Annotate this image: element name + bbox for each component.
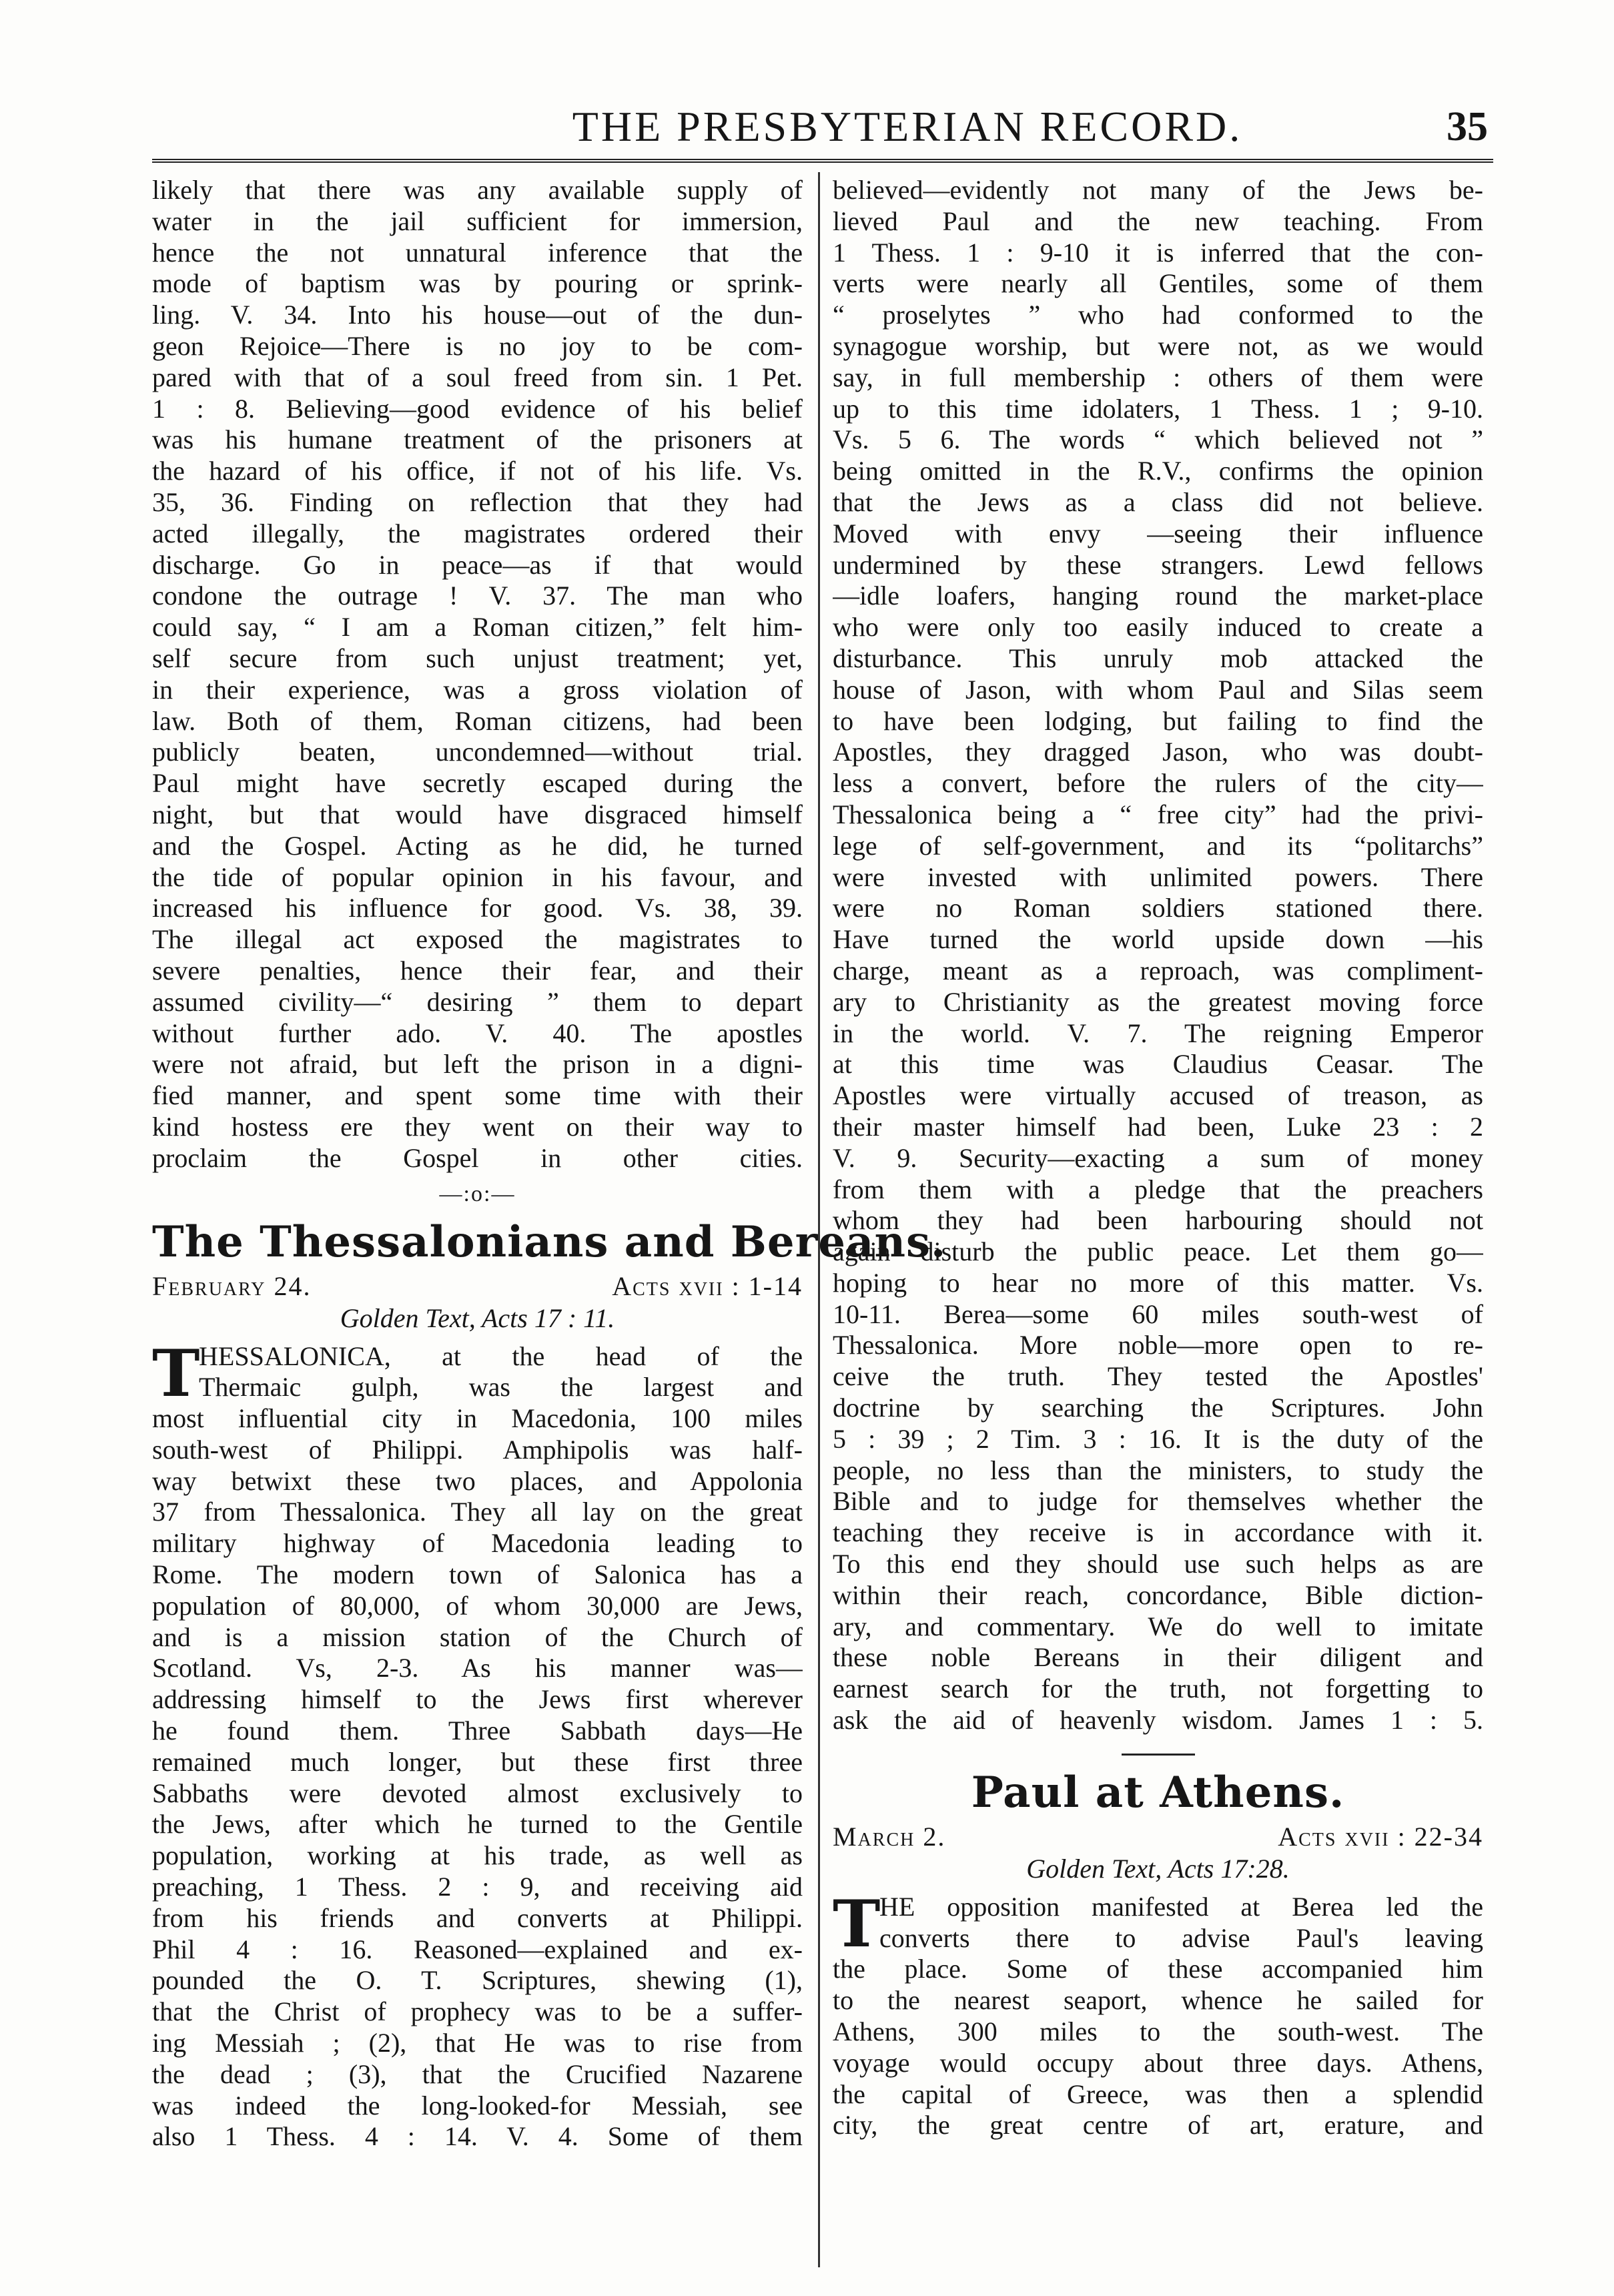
lesson-date: February 24.: [152, 1270, 312, 1301]
text-line: 10-11. Berea—some 60 miles south-west of: [833, 1298, 1483, 1329]
text-line: “ proselytes ” who had conformed to the: [833, 300, 1483, 330]
text-line: at this time was Claudius Ceasar. The: [833, 1049, 1483, 1080]
text-line: people, no less than the ministers, to study the: [833, 1455, 1483, 1485]
text-line: ary to Christianity as the greatest moving force: [833, 986, 1483, 1017]
text-line: voyage would occupy about three days. Athens,: [833, 2047, 1483, 2078]
text-line: Phil 4 : 16. Reasoned—explained and ex-: [152, 1934, 803, 1964]
text-line: from his friends and converts at Philippi.: [152, 1902, 803, 1933]
section-heading-athens: Paul at Athens.: [971, 1767, 1345, 1818]
text-line: and is a mission station of the Church of: [152, 1621, 803, 1652]
text-line: Apostles, they dragged Jason, who was doubt-: [833, 737, 1483, 767]
text-line: verts were nearly all Gentiles, some of them: [833, 268, 1483, 299]
section-heading-thessalonians: The Thessalonians and Bereans.: [152, 1216, 947, 1267]
text-line: Thessalonica. More noble—more open to re-: [833, 1330, 1483, 1361]
golden-text: Golden Text, Acts 17 : 11.: [340, 1302, 615, 1333]
text-line: to the nearest seaport, whence he sailed for: [833, 1985, 1483, 2016]
text-line: up to this time idolaters, 1 Thess. 1 ; 9-10.: [833, 393, 1483, 424]
text-line: less a convert, before the rulers of the city—: [833, 768, 1483, 799]
golden-text: Golden Text, Acts 17:28.: [1026, 1853, 1290, 1884]
text-line: Vs. 5 6. The words “ which believed not ”: [833, 424, 1483, 455]
text-line: Apostles were virtually accused of treason, as: [833, 1080, 1483, 1111]
text-line: —idle loafers, hanging round the market-place: [833, 581, 1483, 611]
lesson-body: [152, 1335, 803, 2153]
text-line: lieved Paul and the new teaching. From: [833, 206, 1483, 236]
text-line: the dead ; (3), that the Crucified Nazarene: [152, 2058, 803, 2089]
text-line: assumed civility—“ desiring ” them to depart: [152, 986, 803, 1017]
text-line: hoping to hear no more of this matter. Vs.: [833, 1267, 1483, 1298]
text-line: addressing himself to the Jews first wherever: [152, 1684, 803, 1715]
text-line: condone the outrage ! V. 37. The man who: [152, 581, 803, 611]
text-line: converts there to advise Paul's leaving: [879, 1922, 1483, 1953]
text-line: to have been lodging, but failing to find the: [833, 705, 1483, 736]
text-line: was indeed the long-looked-for Messiah, see: [152, 2090, 803, 2121]
right-intro-text: [833, 175, 1483, 1736]
text-line: Rome. The modern town of Salonica has a: [152, 1559, 803, 1590]
text-line: pounded the O. T. Scriptures, shewing (1),: [152, 1965, 803, 1996]
text-line: preaching, 1 Thess. 2 : 9, and receiving aid: [152, 1872, 803, 1902]
text-line: night, but that would have disgraced himself: [152, 799, 803, 829]
text-line: was his humane treatment of the prisoners at: [152, 424, 803, 455]
text-line: the capital of Greece, was then a splendid: [833, 2078, 1483, 2109]
text-line: that the Jews as a class did not believe.: [833, 486, 1483, 517]
text-line: Sabbaths were devoted almost exclusively to: [152, 1778, 803, 1808]
text-line: kind hostess ere they went on their way to: [152, 1111, 803, 1142]
text-line: ask the aid of heavenly wisdom. James 1 : 5.: [833, 1705, 1483, 1736]
text-line: were not afraid, but left the prison in a digni-: [152, 1049, 803, 1080]
text-line: that the Christ of prophecy was to be a suffer-: [152, 1996, 803, 2027]
text-line: disturbance. This unruly mob attacked the: [833, 643, 1483, 673]
text-line: these noble Bereans in their diligent and: [833, 1642, 1483, 1673]
text-line: population of 80,000, of whom 30,000 are Jews,: [152, 1590, 803, 1621]
text-line: likely that there was any available supply of: [152, 175, 803, 205]
text-line: believed—evidently not many of the Jews be-: [833, 175, 1483, 205]
lesson-reference: Acts xvii : 22-34: [1278, 1821, 1483, 1852]
lesson-meta: [833, 1821, 1483, 1853]
text-line: increased his influence for good. Vs. 38, 39.: [152, 893, 803, 923]
text-line: earnest search for the truth, not forgetting to: [833, 1673, 1483, 1704]
text-line: geon Rejoice—There is no joy to be com-: [152, 330, 803, 361]
text-line: undermined by these strangers. Lewd fellows: [833, 549, 1483, 580]
text-line: without further ado. V. 40. The apostles: [152, 1018, 803, 1048]
text-line: military highway of Macedonia leading to: [152, 1528, 803, 1559]
lesson-body: [833, 1886, 1483, 2141]
text-line: and the Gospel. Acting as he did, he turned: [152, 830, 803, 861]
text-line: pared with that of a soul freed from sin. 1 Pet.: [152, 362, 803, 392]
text-line: Scotland. Vs, 2-3. As his manner was—: [152, 1653, 803, 1683]
right-column: [833, 175, 1483, 2141]
text-line: being omitted in the R.V., confirms the opinion: [833, 456, 1483, 486]
text-line: whom they had been harbouring should not: [833, 1205, 1483, 1236]
text-line: HESSALONICA, at the head of the: [199, 1341, 803, 1371]
text-line: from them with a pledge that the preachers: [833, 1174, 1483, 1204]
header-rule: [152, 159, 1493, 163]
text-line: again disturb the public peace. Let them go—: [833, 1236, 1483, 1267]
text-line: teaching they receive is in accordance with it.: [833, 1517, 1483, 1548]
text-line: way betwixt these two places, and Appolonia: [152, 1465, 803, 1496]
text-line: The illegal act exposed the magistrates to: [152, 924, 803, 955]
text-line: their master himself had been, Luke 23 : 2: [833, 1111, 1483, 1142]
text-line: most influential city in Macedonia, 100 miles: [152, 1403, 803, 1434]
text-line: To this end they should use such helps as are: [833, 1549, 1483, 1579]
text-line: charge, meant as a reproach, was compliment-: [833, 955, 1483, 986]
text-line: 35, 36. Finding on reflection that they had: [152, 486, 803, 517]
text-line: 1 : 8. Believing—good evidence of his belief: [152, 393, 803, 424]
text-line: Athens, 300 miles to the south-west. The: [833, 2016, 1483, 2047]
text-line: were no Roman soldiers stationed there.: [833, 893, 1483, 923]
text-line: mode of baptism was by pouring or sprink-: [152, 268, 803, 299]
text-line: self secure from such unjust treatment; yet,: [152, 643, 803, 673]
text-line: 5 : 39 ; 2 Tim. 3 : 16. It is the duty of the: [833, 1423, 1483, 1454]
text-line: say, in full membership : others of them were: [833, 362, 1483, 392]
lesson-date: March 2.: [833, 1821, 946, 1852]
text-line: water in the jail sufficient for immersion,: [152, 206, 803, 236]
text-line: the place. Some of these accompanied him: [833, 1954, 1483, 1984]
text-line: Have turned the world upside down —his: [833, 924, 1483, 955]
text-line: publicly beaten, uncondemned—without trial.: [152, 737, 803, 767]
left-intro-text: [152, 175, 803, 1174]
text-line: ing Messiah ; (2), that He was to rise from: [152, 2028, 803, 2058]
text-line: Thermaic gulph, was the largest and: [199, 1372, 803, 1403]
text-line: in their experience, was a gross violation of: [152, 674, 803, 705]
text-line: HE opposition manifested at Berea led the: [879, 1891, 1483, 1922]
text-line: hence the not unnatural inference that the: [152, 237, 803, 268]
text-line: severe penalties, hence their fear, and their: [152, 955, 803, 986]
text-line: Bible and to judge for themselves whether the: [833, 1486, 1483, 1517]
text-line: acted illegally, the magistrates ordered their: [152, 518, 803, 548]
text-line: the Jews, after which he turned to the Gentile: [152, 1809, 803, 1840]
text-line: remained much longer, but these first three: [152, 1746, 803, 1777]
text-line: within their reach, concordance, Bible diction-: [833, 1579, 1483, 1610]
text-line: 1 Thess. 1 : 9-10 it is inferred that the con-: [833, 237, 1483, 268]
text-line: 37 from Thessalonica. They all lay on the great: [152, 1497, 803, 1527]
text-line: population, working at his trade, as well as: [152, 1840, 803, 1871]
text-line: could say, “ I am a Roman citizen,” felt him-: [152, 612, 803, 643]
lesson-body-text: [152, 1335, 803, 2153]
drop-cap: T: [152, 1335, 200, 1411]
text-line: synagogue worship, but were not, as we would: [833, 330, 1483, 361]
running-title: THE PRESBYTERIAN RECORD.: [572, 103, 1243, 150]
text-line: doctrine by searching the Scriptures. John: [833, 1393, 1483, 1423]
text-line: fied manner, and spent some time with their: [152, 1080, 803, 1111]
text-line: city, the great centre of art, erature, and: [833, 2110, 1483, 2141]
page-number: 35: [1447, 104, 1488, 149]
running-header: [0, 100, 1614, 153]
text-line: lege of self-government, and its “politarchs”: [833, 830, 1483, 861]
text-line: Paul might have secretly escaped during the: [152, 768, 803, 799]
text-line: south-west of Philippi. Amphipolis was half-: [152, 1434, 803, 1465]
text-line: law. Both of them, Roman citizens, had been: [152, 705, 803, 736]
lesson-meta: [152, 1270, 803, 1302]
text-line: the hazard of his office, if not of his life. Vs.: [152, 456, 803, 486]
lesson-reference: Acts xvii : 1-14: [612, 1270, 803, 1301]
text-line: V. 9. Security—exacting a sum of money: [833, 1142, 1483, 1173]
text-line: ling. V. 34. Into his house—out of the dun-: [152, 300, 803, 330]
drop-cap: T: [833, 1886, 881, 1962]
text-line: who were only too easily induced to create a: [833, 612, 1483, 643]
text-line: discharge. Go in peace—as if that would: [152, 549, 803, 580]
text-line: in the world. V. 7. The reigning Emperor: [833, 1018, 1483, 1048]
lesson-body-text: [833, 1886, 1483, 2141]
text-line: proclaim the Gospel in other cities.: [152, 1142, 803, 1173]
text-line: were invested with unlimited powers. There: [833, 861, 1483, 892]
text-line: house of Jason, with whom Paul and Silas seem: [833, 674, 1483, 705]
section-ornament: —:o:—: [439, 1181, 516, 1206]
text-line: the tide of popular opinion in his favour, and: [152, 861, 803, 892]
text-line: also 1 Thess. 4 : 14. V. 4. Some of them: [152, 2121, 803, 2152]
text-line: he found them. Three Sabbath days—He: [152, 1715, 803, 1746]
text-line: Thessalonica being a “ free city” had the privi-: [833, 799, 1483, 829]
section-rule: [1122, 1754, 1195, 1756]
text-line: ary, and commentary. We do well to imitate: [833, 1611, 1483, 1641]
text-line: ceive the truth. They tested the Apostles': [833, 1361, 1483, 1392]
text-line: Moved with envy —seeing their influence: [833, 518, 1483, 548]
